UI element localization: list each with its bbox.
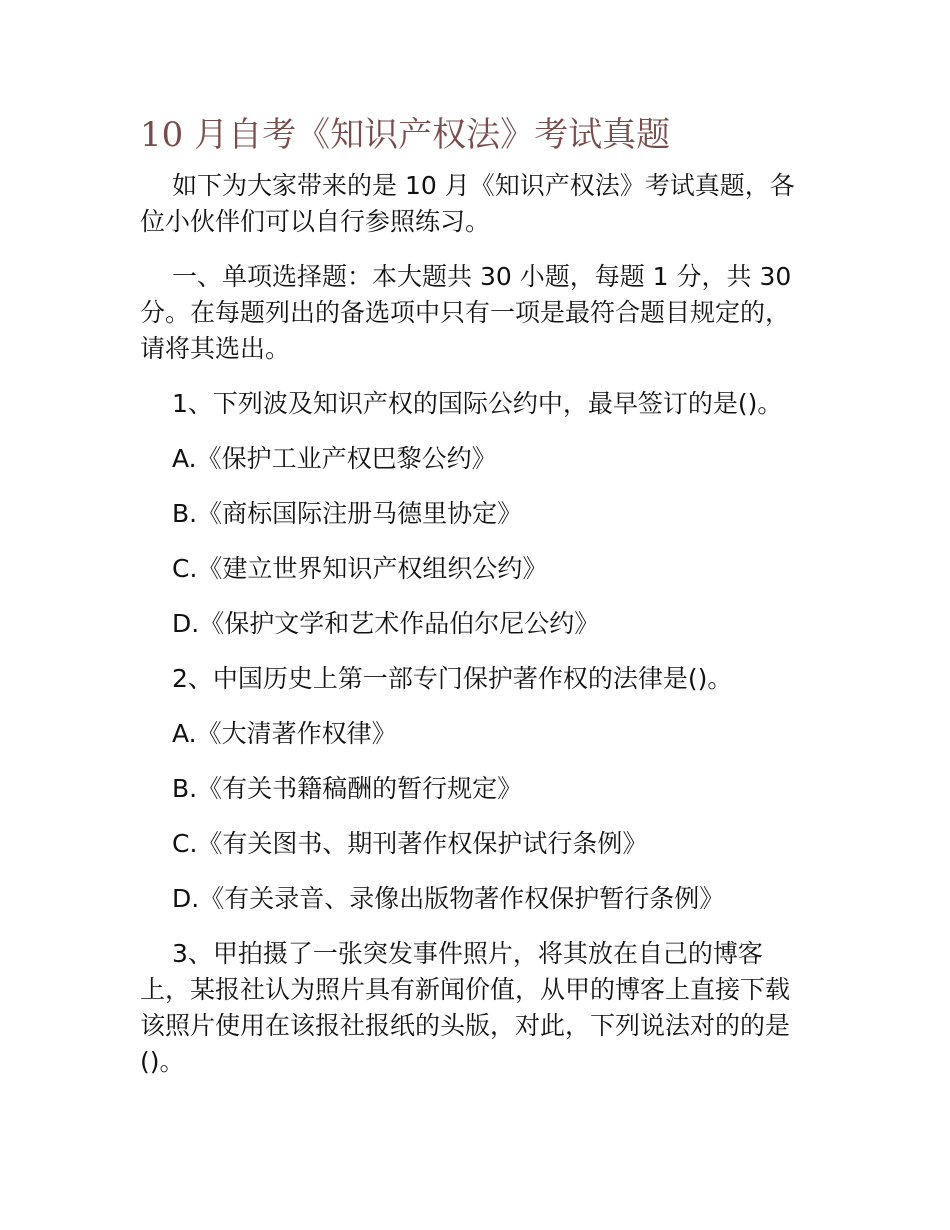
intro-paragraph: 如下为大家带来的是 10 月《知识产权法》考试真题，各位小伙伴们可以自行参照练习。	[140, 171, 795, 236]
question-1-option-d: D.《保护文学和艺术作品伯尔尼公约》	[172, 609, 600, 638]
question-2-option-d: D.《有关录音、录像出版物著作权保护暂行条例》	[172, 884, 725, 913]
question-3-stem: 3、甲拍摄了一张突发事件照片，将其放在自己的博客上，某报社认为照片具有新闻价值，从甲的博客上直接下载该照片使用在该报社报纸的头版，对此，下列说法对的的是()。	[140, 939, 791, 1076]
section-heading: 一、单项选择题：本大题共 30 小题，每题 1 分，共 30 分。在每题列出的备选项中只有一项是最符合题目规定的，请将其选出。	[140, 262, 792, 363]
question-1-option-c: C.《建立世界知识产权组织公约》	[172, 554, 548, 583]
document-title: 10 月自考《知识产权法》考试真题	[140, 115, 671, 155]
question-2-option-c: C.《有关图书、期刊著作权保护试行条例》	[172, 829, 648, 858]
question-1-option-b: B.《商标国际注册马德里协定》	[172, 499, 523, 528]
question-1-stem: 1、下列波及知识产权的国际公约中，最早签订的是()。	[172, 389, 783, 418]
question-2-option-a: A.《大清著作权律》	[172, 719, 397, 748]
question-1-option-a: A.《保护工业产权巴黎公约》	[172, 444, 497, 473]
question-2-option-b: B.《有关书籍稿酬的暂行规定》	[172, 774, 523, 803]
question-2-stem: 2、中国历史上第一部专门保护著作权的法律是()。	[172, 664, 733, 693]
document-body	[140, 108, 810, 1099]
